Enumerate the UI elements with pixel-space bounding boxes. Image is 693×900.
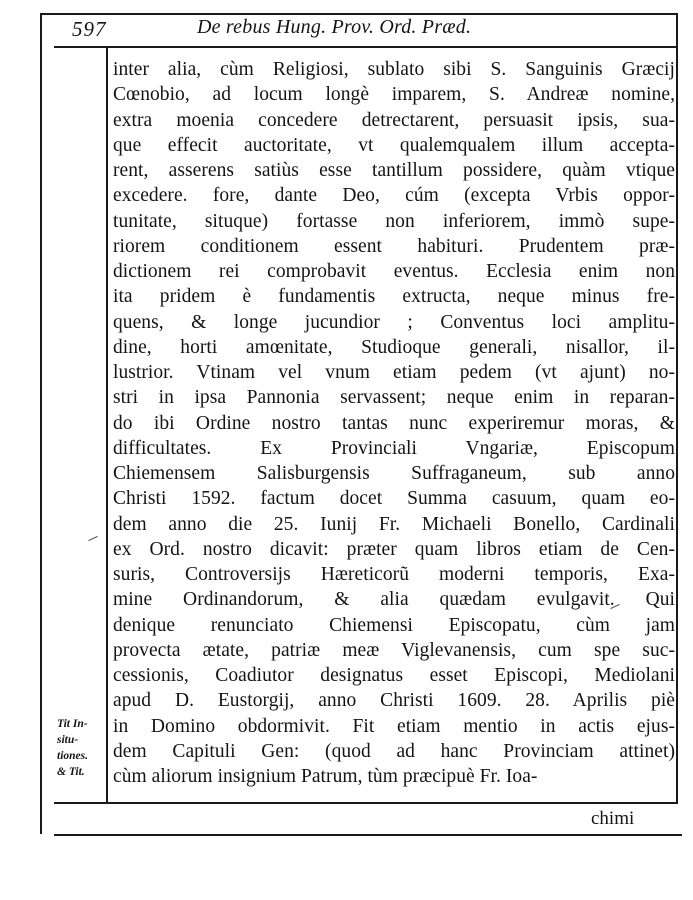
text-line: in Domino obdormivit. Fit etiam mentio in actis ejus- [113,715,675,737]
left-frame-rule [40,14,42,834]
top-frame-rule [40,13,678,15]
text-line: inter alia, cùm Religiosi, sublato sibi S. Sanguinis Græcij [113,59,675,80]
right-frame-rule [676,14,678,804]
text-line: dem anno die 25. Iunij Fr. Michaeli Bonello, Cardinali [113,513,675,535]
text-line: quens, & longe jucundior ; Conventus loci amplitu- [113,311,675,333]
header-rule [54,46,676,48]
text-line: cùm aliorum insignium Patrum, tùm præcipuè Fr. Ioa- [113,766,538,787]
footer-rule-lower [54,834,682,836]
text-line: que effecit auctoritate, vt qualemqualem illum accepta- [113,134,675,156]
text-line: rent, asserens satiùs esse tantillum possidere, quàm vtique [113,160,675,181]
text-line: riorem conditionem essent habituri. Prudentem præ- [113,235,675,257]
catchword: chimi [591,808,635,829]
text-line: excedere. fore, dante Deo, cúm (excepta Vrbis oppor- [113,185,675,207]
footer-rule [54,802,678,804]
text-line: do ibi Ordine nostro tantas nunc experiremur moras, & [113,412,675,434]
margin-note-line: tiones. [57,750,88,762]
text-line: provecta ætate, patriæ meæ Viglevanensis, cum spe suc- [113,639,675,661]
text-line: dictionem rei comprobavit eventus. Ecclesia enim non [113,261,675,282]
print-mark [88,536,97,541]
margin-note-line: & Tit. [57,766,85,778]
text-block [113,57,675,789]
text-line: dine, horti amœnitate, Studioque generali, nisallor, il- [113,336,675,358]
running-head: De rebus Hung. Prov. Ord. Præd. [197,16,472,38]
text-line: stri in ipsa Pannonia servassent; neque enim in reparan- [113,387,675,409]
text-line: Cœnobio, ad locum longè imparem, S. Andreæ nomine, [113,84,675,106]
text-line: dem Capituli Gen: (quod ad hanc Provinciam attinet) [113,740,675,762]
page-number: 597 [72,17,107,41]
margin-note-line: Tit In- [57,718,88,730]
text-line: tunitate, situque) fortasse non inferiorem, immò supe- [113,210,675,232]
text-line: ex Ord. nostro dicavit: præter quam libros etiam de Cen- [113,538,675,560]
text-line: Chiemensem Salisburgensis Suffraganeum, sub anno [113,463,675,484]
text-line: lustrior. Vtinam vel vnum etiam pedem (vt ajunt) no- [113,362,675,383]
margin-note [57,716,107,780]
margin-divider-rule [106,46,108,802]
text-line: Christi 1592. factum docet Summa casuum, quam eo- [113,488,675,510]
margin-note-line: situ- [57,734,79,746]
text-line: mine Ordinandorum, & alia quædam evulgavit. Qui [113,589,675,611]
text-line: cessionis, Coadiutor designatus esset Episcopi, Mediolani [113,665,675,686]
text-line: denique renunciato Chiemensi Episcopatu, cùm jam [113,614,675,636]
text-line: suris, Controversijs Hæreticorũ moderni temporis, Exa- [113,564,675,585]
text-line: extra moenia concedere detrectarent, persuasit ipsis, sua- [113,109,675,131]
text-line: difficultates. Ex Provinciali Vngariæ, Episcopum [113,437,675,459]
text-line: ita pridem è fundamentis extructa, neque minus fre- [113,286,675,308]
text-line: apud D. Eustorgij, anno Christi 1609. 28. Aprilis piè [113,690,675,712]
